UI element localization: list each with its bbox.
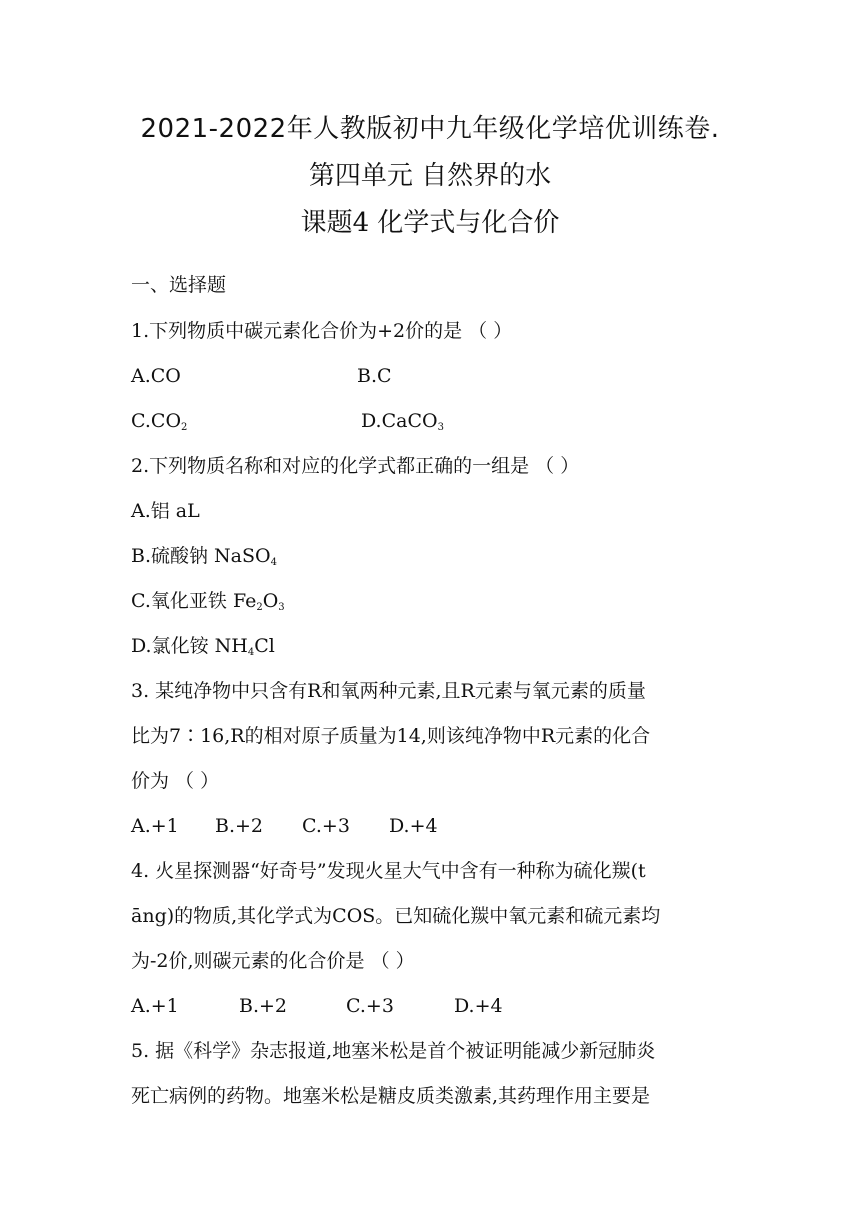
question-4-option-b: B.+2 bbox=[239, 995, 288, 1017]
question-3-stem-line-3: 价为 （ ） bbox=[131, 770, 220, 792]
lesson-title: 课题4 化学式与化合价 bbox=[300, 208, 560, 238]
section-heading: 一、选择题 bbox=[131, 274, 227, 296]
question-2-option-c: C.氧化亚铁 $Fe_2O_3$ bbox=[131, 590, 285, 613]
question-4-option-c: C.+3 bbox=[346, 995, 394, 1017]
question-4-option-d: D.+4 bbox=[454, 995, 503, 1017]
question-2-option-d: D.氯化铵 $NH_4Cl$ bbox=[131, 635, 275, 658]
question-3-option-a: A.+1 bbox=[131, 815, 179, 837]
question-2-stem: 2.下列物质名称和对应的化学式都正确的一组是 （ ） bbox=[131, 455, 580, 477]
unit-title: 第四单元 自然界的水 bbox=[308, 161, 552, 191]
question-1-stem: 1.下列物质中碳元素化合价为+2价的是 （ ） bbox=[131, 320, 513, 342]
question-1-option-b: B.C bbox=[357, 365, 392, 387]
question-3-option-c: C.+3 bbox=[302, 815, 350, 837]
question-5-stem-line-1: 5. 据《科学》杂志报道,地塞米松是首个被证明能减少新冠肺炎 bbox=[131, 1040, 656, 1062]
question-4-option-a: A.+1 bbox=[131, 995, 179, 1017]
question-1-option-a: A.CO bbox=[131, 365, 181, 387]
question-1-option-d: D.CaCO$_3$ bbox=[361, 410, 444, 433]
document-title: 2021-2022年人教版初中九年级化学培优训练卷. bbox=[140, 114, 720, 144]
question-4-stem-line-2: āng)的物质,其化学式为COS。已知硫化羰中氧元素和硫元素均 bbox=[131, 905, 661, 927]
question-4-stem-line-3: 为-2价,则碳元素的化合价是 （ ） bbox=[131, 950, 415, 972]
question-2-option-a: A.铝 aL bbox=[131, 500, 200, 522]
question-4-stem-line-1: 4. 火星探测器“好奇号”发现火星大气中含有一种称为硫化羰(t bbox=[131, 860, 646, 882]
question-3-option-d: D.+4 bbox=[389, 815, 438, 837]
question-3-option-b: B.+2 bbox=[215, 815, 264, 837]
question-5-stem-line-2: 死亡病例的药物。地塞米松是糖皮质类激素,其药理作用主要是 bbox=[131, 1085, 651, 1107]
question-2-option-b: B.硫酸钠 NaSO$_4$ bbox=[131, 545, 277, 568]
question-1-option-c: $C.CO_2$ bbox=[131, 410, 188, 433]
question-3-stem-line-1: 3. 某纯净物中只含有R和氧两种元素,且R元素与氧元素的质量 bbox=[131, 680, 646, 702]
question-3-stem-line-2: 比为7∶16,R的相对原子质量为14,则该纯净物中R元素的化合 bbox=[131, 725, 651, 747]
